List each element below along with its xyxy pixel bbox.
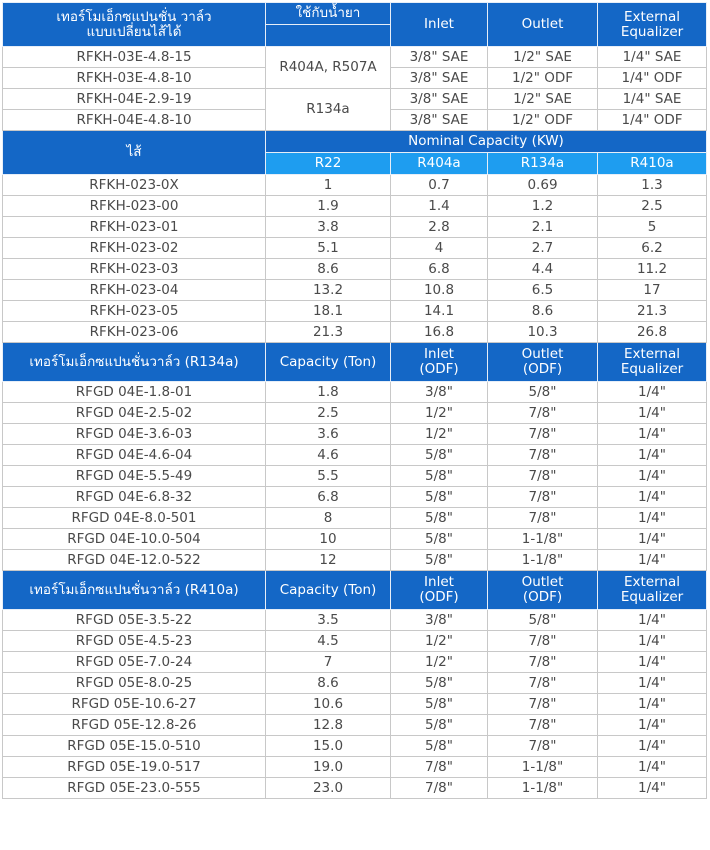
equalizer-cell: 1/4" (598, 631, 707, 652)
outlet-line2: (ODF) (522, 361, 563, 377)
capacity-cell: 10.6 (266, 694, 391, 715)
r410a-cell: 26.8 (598, 322, 707, 343)
capacity-header: Capacity (Ton) (266, 343, 391, 382)
outlet-cell: 5/8" (488, 610, 598, 631)
table-row (3, 280, 707, 301)
inlet-cell: 5/8" (391, 715, 488, 736)
table-row (3, 403, 707, 424)
table-row (3, 301, 707, 322)
r404a-cell: 14.1 (391, 301, 488, 322)
r134a-cell: 10.3 (488, 322, 598, 343)
r22-cell: 5.1 (266, 238, 391, 259)
r134a-header-row (3, 343, 707, 382)
spec-table-container (2, 2, 706, 799)
equalizer-cell: 1/4" SAE (598, 89, 707, 110)
capacity-cell: 10 (266, 529, 391, 550)
equalizer-cell: 1/4" (598, 673, 707, 694)
capacity-cell: 4.5 (266, 631, 391, 652)
model-cell: RFKH-023-06 (3, 322, 266, 343)
inlet-line1: Inlet (424, 574, 454, 590)
capacity-cell: 12.8 (266, 715, 391, 736)
outlet-cell: 7/8" (488, 508, 598, 529)
equalizer-cell: 1/4" (598, 736, 707, 757)
model-cell: RFGD 05E-15.0-510 (3, 736, 266, 757)
r404a-cell: 0.7 (391, 175, 488, 196)
capacity-cell: 8 (266, 508, 391, 529)
r134a-cell: 4.4 (488, 259, 598, 280)
r134a-cell: 2.1 (488, 217, 598, 238)
inlet-cell: 5/8" (391, 550, 488, 571)
equalizer-cell: 1/4" (598, 382, 707, 403)
equalizer-cell: 1/4" (598, 487, 707, 508)
table-row (3, 550, 707, 571)
r22-cell: 18.1 (266, 301, 391, 322)
model-cell: RFGD 04E-2.5-02 (3, 403, 266, 424)
table-row (3, 217, 707, 238)
table-row (3, 736, 707, 757)
outlet-cell: 7/8" (488, 487, 598, 508)
external-line1: External (623, 574, 680, 590)
outlet-cell: 1/2" SAE (488, 47, 598, 68)
external-equalizer-header (598, 3, 707, 47)
r404a-cell: 1.4 (391, 196, 488, 217)
equalizer-cell: 1/4" (598, 715, 707, 736)
r134a-cell: 8.6 (488, 301, 598, 322)
inlet-header (391, 343, 488, 382)
outlet-cell: 7/8" (488, 424, 598, 445)
model-cell: RFGD 05E-23.0-555 (3, 778, 266, 799)
table-row (3, 778, 707, 799)
outlet-line1: Outlet (521, 574, 564, 590)
outlet-header (488, 571, 598, 610)
model-cell: RFGD 05E-4.5-23 (3, 631, 266, 652)
r134a-cell: 6.5 (488, 280, 598, 301)
outlet-cell: 7/8" (488, 652, 598, 673)
outlet-cell: 7/8" (488, 694, 598, 715)
external-line1: External (623, 346, 680, 362)
inlet-cell: 7/8" (391, 778, 488, 799)
inlet-cell: 1/2" (391, 631, 488, 652)
capacity-cell: 4.6 (266, 445, 391, 466)
table-row (3, 259, 707, 280)
table-row (3, 529, 707, 550)
inlet-cell: 1/2" (391, 424, 488, 445)
equalizer-cell: 1/4" (598, 403, 707, 424)
equalizer-cell: 1/4" (598, 652, 707, 673)
external-equalizer-header (598, 571, 707, 610)
outlet-cell: 1/2" SAE (488, 89, 598, 110)
outlet-cell: 1-1/8" (488, 550, 598, 571)
r404a-cell: 10.8 (391, 280, 488, 301)
capacity-cell: 23.0 (266, 778, 391, 799)
valve-title-line2: แบบเปลี่ยนไส้ได้ (86, 23, 182, 40)
inlet-cell: 7/8" (391, 757, 488, 778)
r134a-cell: 1.2 (488, 196, 598, 217)
equalizer-cell: 1/4" (598, 550, 707, 571)
table-row (3, 757, 707, 778)
capacity-cell: 12 (266, 550, 391, 571)
external-line2: Equalizer (620, 361, 684, 377)
equalizer-cell: 1/4" (598, 445, 707, 466)
r22-cell: 3.8 (266, 217, 391, 238)
r410a-section-title: เทอร์โมเอ็กซแปนชั่นวาล์ว (R410a) (3, 571, 266, 610)
model-cell: RFGD 05E-10.6-27 (3, 694, 266, 715)
refrigerant-header-blank (266, 25, 391, 47)
external-line1: External (623, 8, 680, 25)
model-cell: RFGD 04E-12.0-522 (3, 550, 266, 571)
outlet-cell: 5/8" (488, 382, 598, 403)
model-cell: RFGD 05E-7.0-24 (3, 652, 266, 673)
col-r22: R22 (266, 153, 391, 175)
inlet-line2: (ODF) (419, 361, 459, 377)
inlet-cell: 1/2" (391, 403, 488, 424)
model-cell: RFGD 04E-1.8-01 (3, 382, 266, 403)
capacity-cell: 5.5 (266, 466, 391, 487)
outlet-cell: 7/8" (488, 445, 598, 466)
nominal-capacity-header: Nominal Capacity (KW) (266, 131, 707, 153)
table-row (3, 89, 707, 110)
inlet-cell: 5/8" (391, 445, 488, 466)
external-equalizer-header (598, 343, 707, 382)
capacity-cell: 6.8 (266, 487, 391, 508)
table-row (3, 631, 707, 652)
r410a-cell: 11.2 (598, 259, 707, 280)
capacity-cell: 19.0 (266, 757, 391, 778)
r410a-header-row (3, 571, 707, 610)
refrigerant-cell: R404A, R507A (266, 47, 391, 89)
model-cell: RFGD 05E-12.8-26 (3, 715, 266, 736)
inlet-header: Inlet (391, 3, 488, 47)
equalizer-cell: 1/4" (598, 508, 707, 529)
inlet-cell: 1/2" (391, 652, 488, 673)
r404a-cell: 2.8 (391, 217, 488, 238)
r410a-cell: 21.3 (598, 301, 707, 322)
table-row (3, 322, 707, 343)
inlet-cell: 3/8" SAE (391, 89, 488, 110)
r134a-section-title: เทอร์โมเอ็กซแปนชั่นวาล์ว (R134a) (3, 343, 266, 382)
table-row (3, 508, 707, 529)
model-cell: RFKH-023-03 (3, 259, 266, 280)
model-cell: RFGD 04E-5.5-49 (3, 466, 266, 487)
model-cell: RFKH-023-00 (3, 196, 266, 217)
inlet-cell: 5/8" (391, 529, 488, 550)
external-line2: Equalizer (620, 589, 684, 605)
outlet-cell: 1-1/8" (488, 778, 598, 799)
outlet-cell: 1/2" ODF (488, 68, 598, 89)
model-cell: RFGD 04E-10.0-504 (3, 529, 266, 550)
inlet-cell: 3/8" SAE (391, 47, 488, 68)
col-r134a: R134a (488, 153, 598, 175)
outlet-cell: 1-1/8" (488, 757, 598, 778)
outlet-cell: 7/8" (488, 736, 598, 757)
model-cell: RFKH-023-04 (3, 280, 266, 301)
outlet-cell: 7/8" (488, 466, 598, 487)
r410a-cell: 1.3 (598, 175, 707, 196)
r22-cell: 1.9 (266, 196, 391, 217)
model-cell: RFKH-023-05 (3, 301, 266, 322)
inlet-line2: (ODF) (419, 589, 459, 605)
table-row (3, 47, 707, 68)
outlet-cell: 7/8" (488, 403, 598, 424)
outlet-cell: 1/2" ODF (488, 110, 598, 131)
table-row (3, 694, 707, 715)
inlet-cell: 3/8" SAE (391, 110, 488, 131)
refrigerant-header: ใช้กับน้ำยา (266, 3, 391, 25)
inlet-cell: 5/8" (391, 487, 488, 508)
table-row (3, 196, 707, 217)
table-row (3, 715, 707, 736)
r404a-cell: 6.8 (391, 259, 488, 280)
table-row (3, 610, 707, 631)
table-row (3, 673, 707, 694)
table-row (3, 424, 707, 445)
capacity-cell: 3.6 (266, 424, 391, 445)
r134a-cell: 2.7 (488, 238, 598, 259)
r404a-cell: 16.8 (391, 322, 488, 343)
outlet-cell: 1-1/8" (488, 529, 598, 550)
model-cell: RFGD 05E-19.0-517 (3, 757, 266, 778)
equalizer-cell: 1/4" (598, 424, 707, 445)
r22-cell: 13.2 (266, 280, 391, 301)
capacity-cell: 1.8 (266, 382, 391, 403)
inlet-cell: 5/8" (391, 736, 488, 757)
valve-header-row-1 (3, 3, 707, 25)
outlet-cell: 7/8" (488, 673, 598, 694)
outlet-cell: 7/8" (488, 631, 598, 652)
model-cell: RFGD 04E-4.6-04 (3, 445, 266, 466)
model-cell: RFKH-023-02 (3, 238, 266, 259)
inlet-cell: 3/8" (391, 610, 488, 631)
core-header-row-1 (3, 131, 707, 153)
table-row (3, 466, 707, 487)
equalizer-cell: 1/4" (598, 466, 707, 487)
r22-cell: 1 (266, 175, 391, 196)
outlet-header: Outlet (488, 3, 598, 47)
col-r404a: R404a (391, 153, 488, 175)
inlet-cell: 5/8" (391, 694, 488, 715)
inlet-line1: Inlet (424, 346, 454, 362)
equalizer-cell: 1/4" (598, 694, 707, 715)
equalizer-cell: 1/4" (598, 610, 707, 631)
equalizer-cell: 1/4" (598, 778, 707, 799)
model-cell: RFKH-04E-4.8-10 (3, 110, 266, 131)
model-cell: RFGD 04E-3.6-03 (3, 424, 266, 445)
r22-cell: 21.3 (266, 322, 391, 343)
inlet-cell: 3/8" (391, 382, 488, 403)
table-row (3, 175, 707, 196)
valve-title-line1: เทอร์โมเอ็กซแปนชั่น วาล์ว (56, 8, 212, 25)
outlet-header (488, 343, 598, 382)
capacity-cell: 15.0 (266, 736, 391, 757)
col-r410a: R410a (598, 153, 707, 175)
model-cell: RFKH-04E-2.9-19 (3, 89, 266, 110)
equalizer-cell: 1/4" ODF (598, 110, 707, 131)
capacity-cell: 7 (266, 652, 391, 673)
inlet-cell: 5/8" (391, 508, 488, 529)
equalizer-cell: 1/4" SAE (598, 47, 707, 68)
table-row (3, 238, 707, 259)
table-row (3, 652, 707, 673)
outlet-cell: 7/8" (488, 715, 598, 736)
r22-cell: 8.6 (266, 259, 391, 280)
r410a-cell: 2.5 (598, 196, 707, 217)
equalizer-cell: 1/4" (598, 757, 707, 778)
r410a-cell: 5 (598, 217, 707, 238)
capacity-header: Capacity (Ton) (266, 571, 391, 610)
model-cell: RFGD 04E-6.8-32 (3, 487, 266, 508)
equalizer-cell: 1/4" (598, 529, 707, 550)
equalizer-cell: 1/4" ODF (598, 68, 707, 89)
inlet-cell: 5/8" (391, 673, 488, 694)
model-cell: RFKH-023-0X (3, 175, 266, 196)
model-cell: RFGD 05E-8.0-25 (3, 673, 266, 694)
r410a-cell: 17 (598, 280, 707, 301)
model-cell: RFGD 05E-3.5-22 (3, 610, 266, 631)
model-cell: RFKH-03E-4.8-10 (3, 68, 266, 89)
table-row (3, 445, 707, 466)
r410a-cell: 6.2 (598, 238, 707, 259)
capacity-cell: 3.5 (266, 610, 391, 631)
table-row (3, 487, 707, 508)
valve-section-title (3, 3, 266, 47)
inlet-header (391, 571, 488, 610)
table-row (3, 382, 707, 403)
r134a-cell: 0.69 (488, 175, 598, 196)
external-line2: Equalizer (620, 23, 684, 40)
inlet-cell: 5/8" (391, 466, 488, 487)
model-cell: RFGD 04E-8.0-501 (3, 508, 266, 529)
outlet-line1: Outlet (521, 346, 564, 362)
capacity-cell: 2.5 (266, 403, 391, 424)
model-cell: RFKH-03E-4.8-15 (3, 47, 266, 68)
model-cell: RFKH-023-01 (3, 217, 266, 238)
capacity-cell: 8.6 (266, 673, 391, 694)
r404a-cell: 4 (391, 238, 488, 259)
outlet-line2: (ODF) (522, 589, 563, 605)
inlet-cell: 3/8" SAE (391, 68, 488, 89)
valve-spec-table (2, 2, 707, 799)
refrigerant-cell: R134a (266, 89, 391, 131)
core-section-title: ไส้ (3, 131, 266, 175)
